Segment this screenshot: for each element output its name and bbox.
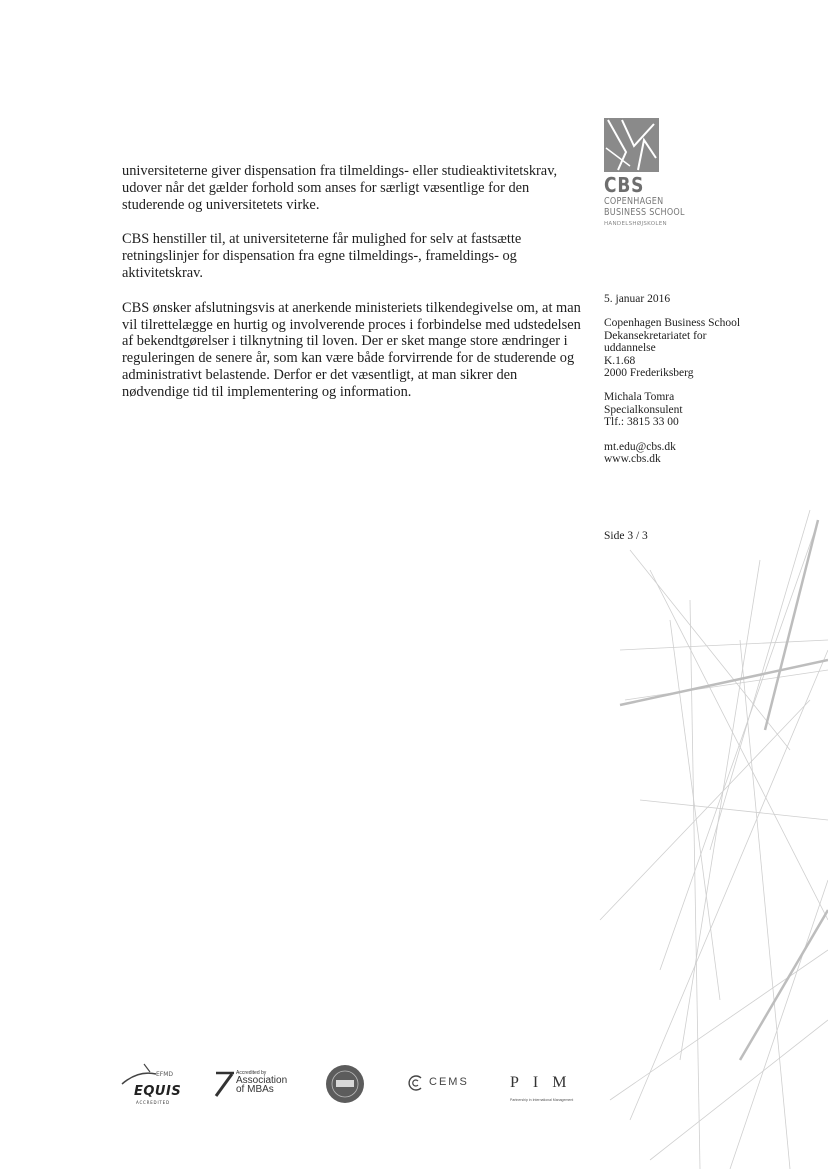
cems-swirl-icon xyxy=(407,1074,425,1092)
address-line: Copenhagen Business School xyxy=(604,317,741,330)
equis-name: EQUIS xyxy=(134,1084,182,1099)
amba-line-2: Association xyxy=(236,1075,288,1086)
body-paragraph-2: CBS henstiller til, at universiteterne får mulighed for selv at fastsætte retningslinjer for dispensation fra egne tilmeldings-, frameldings- og aktivitetskrav. xyxy=(122,231,522,281)
address-line: K.1.68 xyxy=(604,354,636,367)
contact-line: Michala Tomra xyxy=(604,391,675,404)
aacsb-seal-icon xyxy=(325,1064,365,1104)
amba-line-3: of MBAs xyxy=(236,1084,274,1095)
equis-status: ACCREDITED xyxy=(136,1100,170,1105)
logo-name: CBS xyxy=(604,173,645,197)
email-link[interactable]: mt.edu@cbs.dk xyxy=(604,440,676,453)
logo-line-3: HANDELSHØJSKOLEN xyxy=(604,221,667,227)
sidebar-contact xyxy=(604,391,784,428)
sidebar-web xyxy=(604,441,784,466)
pim-subtitle: Partnership in International Management xyxy=(510,1098,574,1102)
cbs-logo-mark-icon xyxy=(604,118,659,172)
equis-swoosh-icon xyxy=(120,1062,160,1086)
body-paragraph-3: CBS ønsker afslutningsvis at anerkende ministeriets tilkendegivelse om, at man vil tilrettelægge en hurtig og involverende proces i forbindelse med udstedelsen af bekendtgørelser i tilknytning til loven. Der er sket mange store ændringer i reguleringen de senere år, som kan være både forvirrende for de studerende og administrativt belastende. Derfor er det væsentligt, at man sikrer den nødvendige tid til implementering og information. xyxy=(122,299,581,400)
body-paragraph-1: universiteterne giver dispensation fra tilmeldings- eller studieaktivitetskrav, udover når det gælder forhold som anses for særligt væsentlige for den studerende og universitetets virke. xyxy=(122,163,558,213)
equis-org: EFMD xyxy=(156,1071,174,1078)
address-line: Dekansekretariatet for xyxy=(604,329,707,342)
accreditation-footer xyxy=(110,1062,590,1114)
contact-line: Tlf.: 3815 33 00 xyxy=(604,416,679,429)
amba-line-1: Accredited by xyxy=(236,1070,267,1076)
logo-line-2: BUSINESS SCHOOL xyxy=(604,207,685,218)
contact-line: Specialkonsulent xyxy=(604,403,683,416)
address-line: 2000 Frederiksberg xyxy=(604,367,694,380)
letter-body xyxy=(122,163,582,419)
pim-name: PIM xyxy=(510,1074,581,1091)
logo-line-1: COPENHAGEN xyxy=(604,196,664,207)
website-link[interactable]: www.cbs.dk xyxy=(604,453,661,466)
cbs-logo xyxy=(604,118,684,227)
sidebar-address xyxy=(604,317,784,379)
cems-name: CEMS xyxy=(429,1076,469,1088)
amba-arrow-icon xyxy=(214,1070,236,1098)
sidebar xyxy=(604,293,784,477)
page-number: Side 3 / 3 xyxy=(604,530,648,542)
address-line: uddannelse xyxy=(604,342,656,355)
decorative-lines-graphic xyxy=(590,500,828,1169)
sidebar-date: 5. januar 2016 xyxy=(604,293,671,305)
